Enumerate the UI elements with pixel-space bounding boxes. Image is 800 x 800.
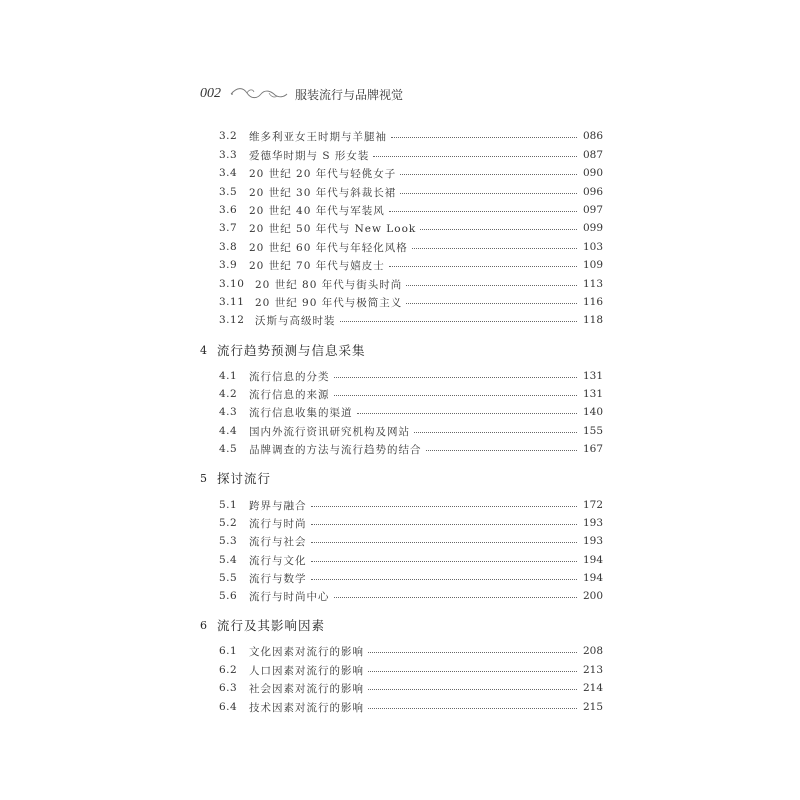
- entry-page: 096: [582, 186, 603, 198]
- entry-title: 流行与文化: [249, 554, 307, 567]
- dot-leader: [400, 174, 577, 175]
- entry-number: 3.12: [219, 314, 245, 326]
- entry-number: 3.3: [219, 149, 238, 161]
- entry-number: 5.6: [219, 590, 238, 602]
- toc-entry[interactable]: [219, 533, 603, 549]
- entry-number: 6.3: [219, 682, 238, 694]
- dot-leader: [406, 285, 577, 286]
- toc-entry[interactable]: [219, 368, 603, 384]
- entry-number: 5.3: [219, 535, 238, 547]
- entry-title: 爱德华时期与 S 形女装: [249, 149, 370, 162]
- dot-leader: [368, 652, 577, 653]
- entry-page: 200: [582, 590, 603, 602]
- entry-title: 20 世纪 40 年代与军装风: [249, 204, 385, 217]
- entry-title: 流行信息的来源: [249, 388, 330, 401]
- entry-title: 20 世纪 30 年代与斜裁长裙: [249, 186, 397, 199]
- entry-title: 文化因素对流行的影响: [249, 645, 364, 658]
- entry-page: 140: [582, 406, 603, 418]
- entry-page: 103: [582, 241, 603, 253]
- entry-page: 097: [582, 204, 603, 216]
- dot-leader: [311, 542, 578, 543]
- entry-number: 5.4: [219, 554, 238, 566]
- entry-page: 194: [582, 554, 603, 566]
- toc-entry[interactable]: [219, 257, 603, 273]
- entry-number: 3.9: [219, 259, 238, 271]
- dot-leader: [389, 266, 577, 267]
- entry-number: 4.3: [219, 406, 238, 418]
- entry-title: 流行与时尚: [249, 517, 307, 530]
- dot-leader: [368, 708, 577, 709]
- entry-number: 3.6: [219, 204, 238, 216]
- entry-title: 品牌调查的方法与流行趋势的结合: [249, 443, 422, 456]
- dot-leader: [406, 303, 577, 304]
- entry-number: 3.5: [219, 186, 238, 198]
- entry-page: 131: [582, 388, 603, 400]
- chapter-title: 流行趋势预测与信息采集: [217, 343, 366, 358]
- entry-number: 3.10: [219, 278, 245, 290]
- entry-page: 214: [582, 682, 603, 694]
- entry-page: 109: [582, 259, 603, 271]
- entry-number: 6.2: [219, 664, 238, 676]
- toc-entry[interactable]: [219, 552, 603, 568]
- entry-page: 208: [582, 645, 603, 657]
- chapter-number: 4: [200, 343, 207, 357]
- entry-page: 131: [582, 370, 603, 382]
- toc-entry[interactable]: [219, 276, 603, 292]
- entry-number: 4.5: [219, 443, 238, 455]
- entry-number: 5.5: [219, 572, 238, 584]
- entry-number: 4.2: [219, 388, 238, 400]
- chapter-number: 5: [200, 471, 207, 485]
- entry-number: 3.8: [219, 241, 238, 253]
- chapter-heading[interactable]: [200, 616, 325, 634]
- toc-entry[interactable]: [219, 128, 603, 144]
- dot-leader: [340, 321, 578, 322]
- entry-number: 3.11: [219, 296, 245, 308]
- entry-page: 116: [582, 296, 603, 308]
- entry-page: 086: [582, 130, 603, 142]
- entry-page: 213: [582, 664, 603, 676]
- entry-page: 087: [582, 149, 603, 161]
- toc-entry[interactable]: [219, 165, 603, 181]
- entry-title: 社会因素对流行的影响: [249, 682, 364, 695]
- dot-leader: [311, 561, 578, 562]
- toc-entry[interactable]: [219, 147, 603, 163]
- entry-title: 20 世纪 90 年代与极简主义: [255, 296, 403, 309]
- entry-page: 118: [582, 314, 603, 326]
- entry-title: 20 世纪 20 年代与轻佻女子: [249, 167, 397, 180]
- entry-title: 流行信息收集的渠道: [249, 406, 353, 419]
- entry-page: 113: [582, 278, 603, 290]
- toc-entry[interactable]: [219, 441, 603, 457]
- entry-number: 4.1: [219, 370, 238, 382]
- dot-leader: [426, 450, 578, 451]
- toc-entry[interactable]: [219, 404, 603, 420]
- entry-title: 20 世纪 60 年代与年轻化风格: [249, 241, 408, 254]
- entry-number: 3.7: [219, 222, 238, 234]
- entry-title: 20 世纪 80 年代与街头时尚: [255, 278, 403, 291]
- chapter-number: 6: [200, 618, 207, 632]
- entry-page: 215: [582, 701, 603, 713]
- toc-entry[interactable]: [219, 588, 603, 604]
- entry-page: 193: [582, 517, 603, 529]
- toc-entry[interactable]: [219, 202, 603, 218]
- dot-leader: [414, 432, 577, 433]
- dot-leader: [420, 229, 577, 230]
- entry-page: 099: [582, 222, 603, 234]
- dot-leader: [400, 193, 577, 194]
- entry-number: 3.4: [219, 167, 238, 179]
- entry-title: 流行与数学: [249, 572, 307, 585]
- entry-title: 20 世纪 50 年代与 New Look: [249, 222, 417, 235]
- entry-title: 流行与社会: [249, 535, 307, 548]
- entry-page: 193: [582, 535, 603, 547]
- dot-leader: [334, 597, 578, 598]
- toc-entry[interactable]: [219, 386, 603, 402]
- toc-entry[interactable]: [219, 680, 603, 696]
- dot-leader: [334, 395, 578, 396]
- toc-entry[interactable]: [219, 239, 603, 255]
- entry-title: 沃斯与高级时装: [255, 314, 336, 327]
- entry-title: 流行信息的分类: [249, 370, 330, 383]
- entry-number: 6.1: [219, 645, 238, 657]
- entry-number: 5.2: [219, 517, 238, 529]
- toc-entry[interactable]: [219, 423, 603, 439]
- dot-leader: [311, 506, 578, 507]
- page-number: 002: [200, 86, 221, 101]
- toc-entry[interactable]: [219, 497, 603, 513]
- entry-page: 194: [582, 572, 603, 584]
- toc-entry[interactable]: [219, 294, 603, 310]
- book-title: 服装流行与品牌视觉: [295, 87, 404, 102]
- dot-leader: [391, 137, 577, 138]
- toc-entry[interactable]: [219, 184, 603, 200]
- dot-leader: [368, 689, 577, 690]
- chapter-title: 探讨流行: [217, 471, 272, 486]
- dot-leader: [311, 579, 578, 580]
- toc-entry[interactable]: [219, 699, 603, 715]
- entry-title: 国内外流行资讯研究机构及网站: [249, 425, 410, 438]
- entry-page: 155: [582, 425, 603, 437]
- chapter-heading[interactable]: [200, 341, 366, 359]
- chapter-heading[interactable]: [200, 469, 271, 487]
- entry-title: 维多利亚女王时期与羊腿袖: [249, 130, 387, 143]
- entry-number: 6.4: [219, 701, 238, 713]
- toc-entry[interactable]: [219, 220, 603, 236]
- toc-entry[interactable]: [219, 312, 603, 328]
- entry-title: 技术因素对流行的影响: [249, 701, 364, 714]
- entry-title: 流行与时尚中心: [249, 590, 330, 603]
- entry-page: 172: [582, 499, 603, 511]
- dot-leader: [373, 156, 577, 157]
- dot-leader: [389, 211, 577, 212]
- entry-number: 3.2: [219, 130, 238, 142]
- dot-leader: [334, 377, 578, 378]
- entry-page: 167: [582, 443, 603, 455]
- dot-leader: [311, 524, 578, 525]
- entry-number: 5.1: [219, 499, 238, 511]
- dot-leader: [368, 671, 577, 672]
- entry-title: 人口因素对流行的影响: [249, 664, 364, 677]
- toc-entry[interactable]: [219, 570, 603, 586]
- entry-title: 跨界与融合: [249, 499, 307, 512]
- toc-entry[interactable]: [219, 643, 603, 659]
- dot-leader: [357, 413, 578, 414]
- chapter-title: 流行及其影响因素: [217, 618, 326, 633]
- entry-page: 090: [582, 167, 603, 179]
- toc-entry[interactable]: [219, 515, 603, 531]
- entry-title: 20 世纪 70 年代与嬉皮士: [249, 259, 385, 272]
- toc-entry[interactable]: [219, 662, 603, 678]
- entry-number: 4.4: [219, 425, 238, 437]
- dot-leader: [412, 248, 577, 249]
